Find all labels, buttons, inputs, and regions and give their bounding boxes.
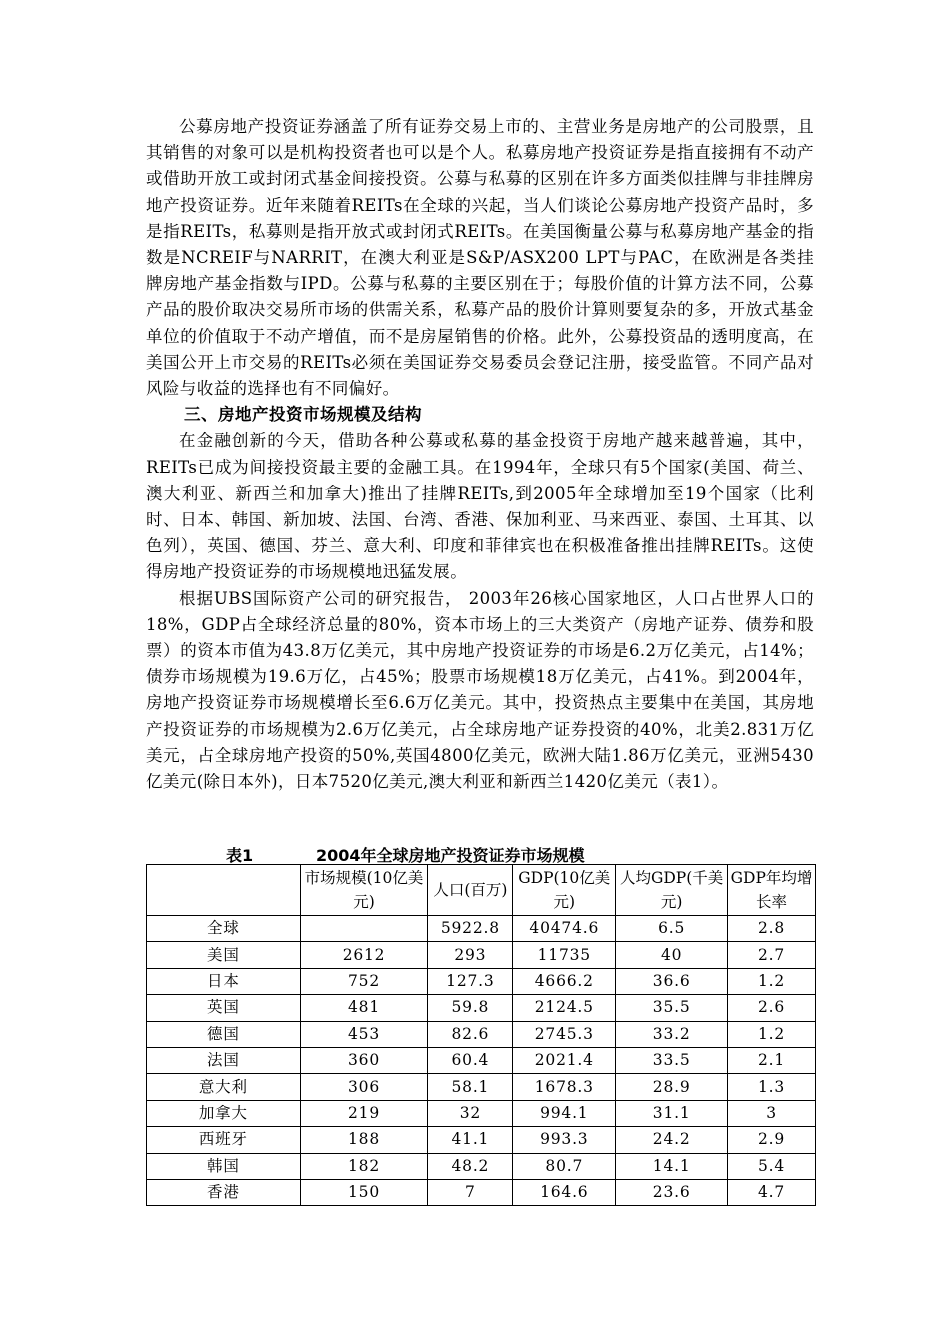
table-cell: 60.4 — [428, 1047, 513, 1073]
table-row — [147, 1047, 816, 1073]
table-header-cell: GDP年均增长率 — [728, 865, 816, 916]
table-cell: 219 — [300, 1100, 428, 1126]
table-cell — [300, 916, 428, 942]
table-caption-title: 2004年全球房地产投资证券市场规模 — [316, 846, 585, 865]
table-row-label: 日本 — [147, 968, 301, 994]
table-cell: 5.4 — [728, 1153, 816, 1179]
table-cell: 41.1 — [428, 1127, 513, 1153]
table-cell: 2.6 — [728, 995, 816, 1021]
table-cell: 1.2 — [728, 968, 816, 994]
document-page — [146, 114, 814, 1202]
table-cell: 23.6 — [616, 1179, 728, 1205]
table-row-label: 英国 — [147, 995, 301, 1021]
table-row — [147, 995, 816, 1021]
table-cell: 36.6 — [616, 968, 728, 994]
table-row-label: 韩国 — [147, 1153, 301, 1179]
table-row-label: 加拿大 — [147, 1100, 301, 1126]
table-cell: 2.1 — [728, 1047, 816, 1073]
table-cell: 2.7 — [728, 942, 816, 968]
table-cell: 3 — [728, 1100, 816, 1126]
table-cell: 33.2 — [616, 1021, 728, 1047]
table-row — [147, 968, 816, 994]
table-cell: 11735 — [513, 942, 616, 968]
table-header-cell: 人均GDP(千美元) — [616, 865, 728, 916]
table-cell: 2021.4 — [513, 1047, 616, 1073]
table-cell: 2124.5 — [513, 995, 616, 1021]
table-row — [147, 1074, 816, 1100]
table-cell: 32 — [428, 1100, 513, 1126]
table-row — [147, 1179, 816, 1205]
table-header-cell: 人口(百万) — [428, 865, 513, 916]
table-cell: 188 — [300, 1127, 428, 1153]
table-cell: 28.9 — [616, 1074, 728, 1100]
table-row — [147, 1127, 816, 1153]
table-cell: 1.2 — [728, 1021, 816, 1047]
table-cell: 2745.3 — [513, 1021, 616, 1047]
table-cell: 58.1 — [428, 1074, 513, 1100]
table-cell: 993.3 — [513, 1127, 616, 1153]
section-heading: 三、房地产投资市场规模及结构 — [184, 405, 422, 425]
table-row-label: 意大利 — [147, 1074, 301, 1100]
table-header-cell: 市场规模(10亿美元) — [300, 865, 428, 916]
table-cell: 80.7 — [513, 1153, 616, 1179]
table-row — [147, 1153, 816, 1179]
table-header-cell: GDP(10亿美元) — [513, 865, 616, 916]
table-caption-number: 表1 — [226, 846, 254, 865]
table-cell: 360 — [300, 1047, 428, 1073]
table-cell: 14.1 — [616, 1153, 728, 1179]
table-cell: 1.3 — [728, 1074, 816, 1100]
table-cell: 453 — [300, 1021, 428, 1047]
table-cell: 4666.2 — [513, 968, 616, 994]
table-cell: 35.5 — [616, 995, 728, 1021]
table-row-label: 德国 — [147, 1021, 301, 1047]
table-row-label: 香港 — [147, 1179, 301, 1205]
table-cell: 164.6 — [513, 1179, 616, 1205]
table-cell: 994.1 — [513, 1100, 616, 1126]
table-cell: 59.8 — [428, 995, 513, 1021]
table-cell: 150 — [300, 1179, 428, 1205]
table-body — [147, 916, 816, 1206]
table-cell: 48.2 — [428, 1153, 513, 1179]
table-row-label: 法国 — [147, 1047, 301, 1073]
table-cell: 33.5 — [616, 1047, 728, 1073]
paragraph-reits-growth: 在金融创新的今天，借助各种公募或私募的基金投资于房地产越来越普遍，其中，REITs已成为间接投资最主要的金融工具。在1994年，全球只有5个国家(美国、荷兰、澳大利亚、新西兰和加拿大)推出了挂牌REITs,到2005年全球增加至19个国家（比利时、日本、韩国、新加坡、法国、台湾、香港、保加利亚、马来西亚、泰国、土耳其、以色列），英国、德国、芬兰、意大利、印度和菲律宾也在积极准备推出挂牌REITs。这使得房地产投资证券的市场规模地迅猛发展。 — [146, 431, 814, 582]
table-cell: 4.7 — [728, 1179, 816, 1205]
table-row-label: 全球 — [147, 916, 301, 942]
paragraph-ubs-report: 根据UBS国际资产公司的研究报告， 2003年26核心国家地区，人口占世界人口的18%，GDP占全球经济总量的80%，资本市场上的三大类资产（房地产证券、债券和股票）的资本市值为43.8万亿美元，其中房地产投资证券的市场是6.2万亿美元，占14%；债券市场规模为19.6万亿，占45%；股票市场规模18万亿美元，占41%。到2004年，房地产投资证券市场规模增长至6.6万亿美元。其中，投资热点主要集中在美国，其房地产投资证券的市场规模为2.6万亿美元，占全球房地产证券投资的40%，北美2.831万亿美元，占全球房地产投资的50%,英国4800亿美元，欧洲大陆1.86万亿美元，亚洲5430亿美元(除日本外)，日本7520亿美元,澳大利亚和新西兰1420亿美元（表1）。 — [146, 588, 814, 792]
table-cell: 182 — [300, 1153, 428, 1179]
table-header-row — [147, 865, 816, 916]
table-cell: 6.5 — [616, 916, 728, 942]
table-row-label: 美国 — [147, 942, 301, 968]
table-cell: 40474.6 — [513, 916, 616, 942]
table-cell: 5922.8 — [428, 916, 513, 942]
table-row — [147, 1100, 816, 1126]
table-row-label: 西班牙 — [147, 1127, 301, 1153]
table-header-cell — [147, 865, 301, 916]
table-cell: 306 — [300, 1074, 428, 1100]
table-cell: 2612 — [300, 942, 428, 968]
table-cell: 2.8 — [728, 916, 816, 942]
table-cell: 1678.3 — [513, 1074, 616, 1100]
table-cell: 481 — [300, 995, 428, 1021]
table-cell: 40 — [616, 942, 728, 968]
table-row — [147, 916, 816, 942]
table-row — [147, 942, 816, 968]
table-cell: 7 — [428, 1179, 513, 1205]
paragraph-public-private-securities: 公募房地产投资证券涵盖了所有证券交易上市的、主营业务是房地产的公司股票，且其销售的对象可以是机构投资者也可以是个人。私募房地产投资证券是指直接拥有不动产或借助开放工或封闭式基金间接投资。公募与私募的区别在许多方面类似挂牌与非挂牌房地产投资证券。近年来随着REITs在全球的兴起，当人们谈论公募房地产投资产品时，多是指REITs，私募则是指开放式或封闭式REITs。在美国衡量公募与私募房地产基金的指数是NCREIF与NARRIT，在澳大利亚是S&P/ASX200 LPT与PAC，在欧洲是各类挂牌房地产基金指数与IPD。公募与私募的主要区别在于；每股价值的计算方法不同，公募产品的股价取决交易所市场的供需关系，私募产品的股价计算则要复杂的多，开放式基金单位的价值取于不动产增值，而不是房屋销售的价格。此外，公募投资品的透明度高，在美国公开上市交易的REITs必须在美国证券交易委员会登记注册，接受监管。不同产品对风险与收益的选择也有不同偏好。 — [146, 117, 814, 399]
table-cell: 82.6 — [428, 1021, 513, 1047]
table-cell: 24.2 — [616, 1127, 728, 1153]
market-size-table — [146, 864, 816, 1206]
table-cell: 293 — [428, 942, 513, 968]
table-caption — [226, 843, 585, 866]
table-cell: 752 — [300, 968, 428, 994]
table-cell: 31.1 — [616, 1100, 728, 1126]
table-row — [147, 1021, 816, 1047]
table-cell: 127.3 — [428, 968, 513, 994]
table-cell: 2.9 — [728, 1127, 816, 1153]
